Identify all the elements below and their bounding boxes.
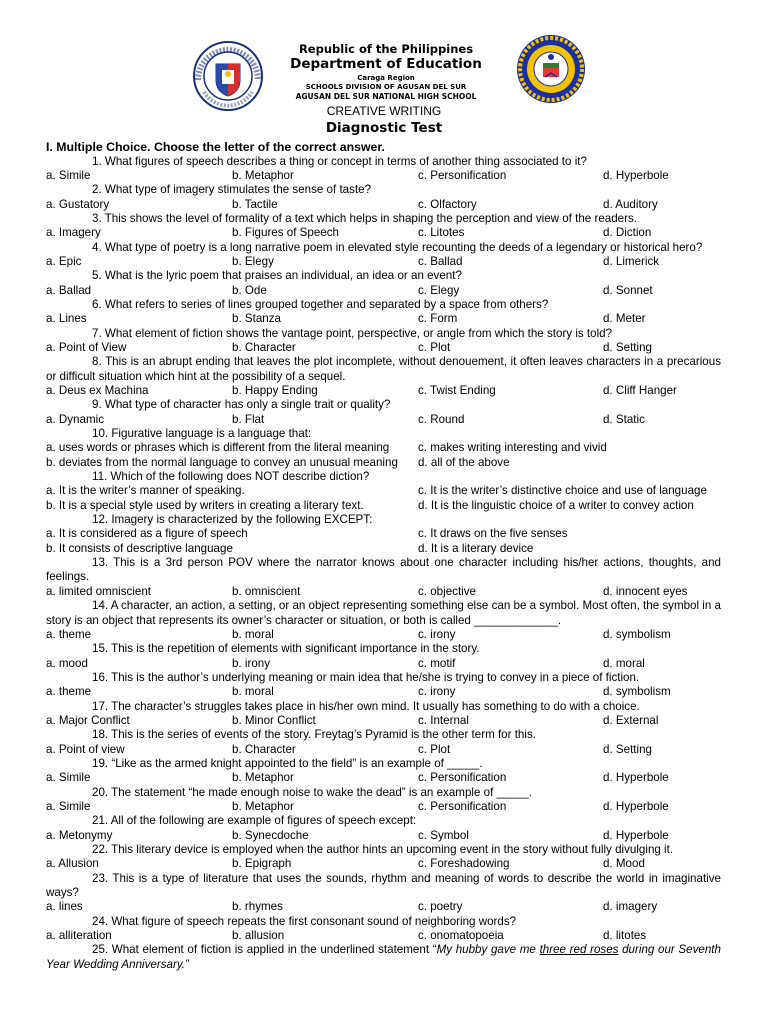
- question-2: 2. What type of imagery stimulates the sense of taste?: [92, 183, 372, 197]
- deped-seal-icon: [192, 40, 264, 112]
- choice-b: b. It consists of descriptive language: [46, 541, 233, 555]
- choice-c: c. Twist Ending: [418, 384, 496, 397]
- choice-a: a. uses words or phrases which is different from the literal meaning: [46, 441, 390, 455]
- question-11: 11. Which of the following does NOT describe diction?: [92, 470, 370, 484]
- choice-d: d. Limerick: [603, 254, 660, 268]
- choices-row: [46, 685, 721, 699]
- choice-b: b. Stanza: [232, 312, 281, 326]
- choice-b: b. Metaphor: [232, 771, 294, 785]
- choice-b: b. moral: [232, 685, 274, 699]
- choices-row: [46, 312, 721, 326]
- choices-row: [46, 527, 721, 541]
- choice-c: c. motif: [418, 656, 456, 670]
- republic-line: Republic of the Philippines: [298, 42, 474, 56]
- choice-c: c. Olfactory: [418, 197, 477, 211]
- question-5: 5. What is the lyric poem that praises an individual, an idea or an event?: [92, 269, 462, 283]
- choices-row: [46, 341, 721, 355]
- question-9: 9. What type of character has only a single trait or quality?: [92, 398, 391, 412]
- choice-b: b. Flat: [232, 412, 265, 426]
- question-8: 8. This is an abrupt ending that leaves the plot incomplete, without denouement, it often leaves characters in a precarious or difficult situation which hint at the possibility of a sequel.: [46, 355, 721, 383]
- division-line: SCHOOLS DIVISION OF AGUSAN DEL SUR: [305, 83, 467, 91]
- choices-row: [46, 169, 721, 183]
- choice-c: c. Elegy: [418, 283, 460, 297]
- question-15: 15. This is the repetition of elements with significant importance in the story.: [92, 642, 480, 656]
- choices-row: [46, 657, 721, 671]
- question-6: 6. What refers to series of lines grouped together and separated by a space from others?: [92, 297, 549, 311]
- choice-c: c. Foreshadowing: [418, 857, 510, 871]
- choice-a: a. mood: [46, 656, 88, 670]
- choices-row: [46, 743, 721, 757]
- question-4: 4. What type of poetry is a long narrative poem in elevated style recounting the deeds of a legendary or historical hero?: [92, 240, 703, 254]
- choice-a: a. Dynamic: [46, 412, 104, 426]
- choice-d: d. imagery: [603, 900, 658, 914]
- questions-body: [46, 140, 721, 972]
- question-18: 18. This is the series of events of the story. Freytag’s Pyramid is the other term for this.: [92, 728, 536, 742]
- choice-c: c. It is the writer’s distinctive choice and use of language: [418, 484, 707, 498]
- choice-b: b. Happy Ending: [232, 384, 318, 397]
- choices-row: [46, 413, 721, 427]
- choice-d: d. symbolism: [603, 685, 671, 699]
- choice-c: c. Internal: [418, 713, 469, 727]
- choice-a: a. Metonymy: [46, 828, 113, 842]
- choice-a: a. limited omniscient: [46, 584, 152, 598]
- instructions: I. Multiple Choice. Choose the letter of the correct answer.: [46, 140, 385, 154]
- question-13: 13. This is a 3rd person POV where the narrator knows about one character including his/her actions, thoughts, and feelings.: [46, 556, 721, 584]
- choices-row: [46, 585, 721, 599]
- choice-b: b. omniscient: [232, 584, 301, 598]
- choices-row: [46, 284, 721, 298]
- choices-row: [46, 198, 721, 212]
- choices-row: [46, 900, 721, 914]
- school-line: AGUSAN DEL SUR NATIONAL HIGH SCHOOL: [295, 92, 477, 101]
- choice-a: a. It is considered as a figure of speech: [46, 527, 248, 541]
- question-22: 22. This literary device is employed when the author hints an upcoming event in the story without fully divulging it.: [92, 843, 674, 856]
- choice-a: a. Imagery: [46, 226, 101, 240]
- choice-a: a. Allusion: [46, 857, 99, 871]
- choice-c: c. makes writing interesting and vivid: [418, 441, 607, 455]
- question-21: 21. All of the following are example of figures of speech except:: [92, 814, 417, 828]
- choices-row: [46, 226, 721, 240]
- question-17: 17. The character’s struggles takes place in his/her own mind. It usually has something to do with a choice.: [92, 699, 640, 713]
- choices-row: [46, 384, 721, 398]
- choice-a: a. Lines: [46, 312, 87, 326]
- choice-d: d. Hyperbole: [603, 771, 669, 785]
- choice-a: a. Point of View: [46, 340, 127, 354]
- choice-d: d. External: [603, 713, 659, 727]
- choices-row: [46, 441, 721, 455]
- choice-c: c. Litotes: [418, 226, 465, 240]
- choice-c: c. Symbol: [418, 828, 469, 842]
- choice-b: b. Synecdoche: [232, 828, 309, 842]
- choices-row: [46, 484, 721, 498]
- choice-d: d. innocent eyes: [603, 584, 688, 598]
- question-25-quote-post: during our Seventh Year Wedding Anniversary.”: [46, 943, 721, 971]
- choice-c: c. onomatopoeia: [418, 929, 504, 943]
- choice-c: c. irony: [418, 685, 456, 699]
- choice-c: c. objective: [418, 584, 476, 598]
- letterhead-text: [270, 42, 502, 101]
- choice-a: a. Ballad: [46, 283, 92, 297]
- school-seal-icon: [515, 33, 587, 105]
- choice-a: a. theme: [46, 685, 92, 699]
- choice-d: d. Setting: [603, 742, 652, 756]
- question-23: 23. This is a type of literature that uses the sounds, rhythm and meaning of words to describe the world in imaginative ways?: [46, 871, 721, 900]
- choice-b: b. Metaphor: [232, 799, 294, 813]
- question-25: [46, 943, 721, 972]
- choice-d: d. Auditory: [603, 197, 658, 211]
- choice-b: b. deviates from the normal language to convey an unusual meaning: [46, 455, 398, 469]
- question-7: 7. What element of fiction shows the vantage point, perspective, or angle from which the story is told?: [92, 326, 613, 340]
- question-1: 1. What figures of speech describes a thing or concept in terms of another thing associated to it?: [92, 154, 587, 168]
- choices-row: [46, 628, 721, 642]
- test-title: Diagnostic Test: [325, 120, 443, 136]
- choice-b: b. moral: [232, 627, 274, 641]
- underlined-phrase: three red roses: [539, 943, 619, 957]
- choice-a: a. theme: [46, 627, 92, 641]
- choices-row: [46, 857, 721, 871]
- question-10: 10. Figurative language is a language that:: [92, 427, 312, 441]
- choices-row: [46, 929, 721, 943]
- region-line: Caraga Region: [357, 74, 415, 82]
- choice-b: b. Ode: [232, 283, 267, 297]
- question-25-quote-pre: My hubby gave me: [436, 943, 540, 957]
- choice-a: a. alliteration: [46, 929, 112, 943]
- letterhead: [0, 30, 768, 102]
- choices-row: [46, 800, 721, 814]
- choice-a: a. Major Conflict: [46, 713, 130, 727]
- choices-row: [46, 499, 721, 513]
- choice-d: d. Setting: [603, 340, 652, 354]
- question-3: 3. This shows the level of formality of a text which helps in shaping the perception and view of the readers.: [92, 211, 637, 225]
- choice-c: c. Plot: [418, 742, 451, 756]
- choice-d: d. It is the linguistic choice of a writer to convey action: [418, 498, 694, 512]
- choice-a: a. Gustatory: [46, 197, 110, 211]
- choice-d: d. symbolism: [603, 627, 671, 641]
- choices-row: [46, 456, 721, 470]
- choice-c: c. irony: [418, 627, 456, 641]
- choice-a: a. Epic: [46, 254, 82, 268]
- choice-b: b. Tactile: [232, 197, 278, 211]
- choice-d: d. Mood: [603, 857, 645, 871]
- choice-c: c. Ballad: [418, 254, 463, 268]
- choice-b: b. Metaphor: [232, 168, 294, 182]
- choice-c: c. poetry: [418, 900, 463, 914]
- choices-row: [46, 255, 721, 269]
- choice-a: a. lines: [46, 900, 83, 914]
- choice-d: d. Meter: [603, 312, 646, 326]
- choice-d: d. Cliff Hanger: [603, 384, 677, 397]
- question-19: 19. “Like as the armed knight appointed to the field” is an example of _____.: [92, 756, 483, 770]
- choice-c: c. Personification: [418, 771, 507, 785]
- question-12: 12. Imagery is characterized by the following EXCEPT:: [92, 513, 373, 527]
- choice-b: b. Character: [232, 340, 296, 354]
- choice-d: d. Diction: [603, 226, 652, 240]
- choice-b: b. Elegy: [232, 254, 274, 268]
- choices-row: [46, 542, 721, 556]
- choice-d: d. Hyperbole: [603, 168, 669, 182]
- question-14: 14. A character, an action, a setting, or an object representing something else can be a symbol. Most often, the symbol in a story is an object that represents its owner’s character or situation, or both is called _____________.: [46, 599, 721, 627]
- question-16: 16. This is the author’s underlying meaning or main idea that he/she is trying to convey in a piece of fiction.: [92, 670, 640, 684]
- choice-a: a. Simile: [46, 771, 91, 785]
- choice-d: d. Hyperbole: [603, 799, 669, 813]
- choices-row: [46, 829, 721, 843]
- choice-c: c. Personification: [418, 799, 507, 813]
- choice-b: b. Figures of Speech: [232, 226, 339, 240]
- choice-b: b. rhymes: [232, 900, 283, 914]
- choice-b: b. irony: [232, 656, 271, 670]
- choice-d: d. moral: [603, 656, 645, 670]
- choice-d: d. Sonnet: [603, 283, 653, 297]
- choices-row: [46, 714, 721, 728]
- course-title: CREATIVE WRITING: [326, 104, 442, 118]
- choice-d: d. It is a literary device: [418, 541, 534, 555]
- choice-b: b. Epigraph: [232, 857, 292, 871]
- choice-a: a. Point of view: [46, 742, 125, 756]
- choice-b: b. allusion: [232, 929, 285, 943]
- choice-b: b. Character: [232, 742, 296, 756]
- choice-c: c. Round: [418, 412, 465, 426]
- question-20: 20. The statement “he made enough noise to wake the dead” is an example of _____.: [92, 785, 532, 799]
- choice-d: d. Static: [603, 412, 645, 426]
- choice-a: a. Simile: [46, 799, 91, 813]
- choice-a: a. Simile: [46, 168, 91, 182]
- question-24: 24. What figure of speech repeats the first consonant sound of neighboring words?: [92, 914, 517, 928]
- choice-c: c. Form: [418, 312, 458, 326]
- choice-b: b. Minor Conflict: [232, 713, 316, 727]
- choices-row: [46, 771, 721, 785]
- choice-d: d. all of the above: [418, 455, 510, 469]
- choice-c: c. Plot: [418, 340, 451, 354]
- choice-b: b. It is a special style used by writers in creating a literary text.: [46, 498, 364, 512]
- question-25-lead: 25. What element of fiction is applied in the underlined statement “: [92, 943, 437, 957]
- choice-d: d. litotes: [603, 929, 647, 943]
- choice-c: c. Personification: [418, 168, 507, 182]
- choice-a: a. It is the writer’s manner of speaking.: [46, 484, 245, 498]
- choice-a: a. Deus ex Machina: [46, 384, 149, 397]
- question-list: [46, 155, 721, 944]
- choice-c: c. It draws on the five senses: [418, 527, 568, 541]
- department-line: Department of Education: [290, 56, 482, 72]
- choice-d: d. Hyperbole: [603, 828, 669, 842]
